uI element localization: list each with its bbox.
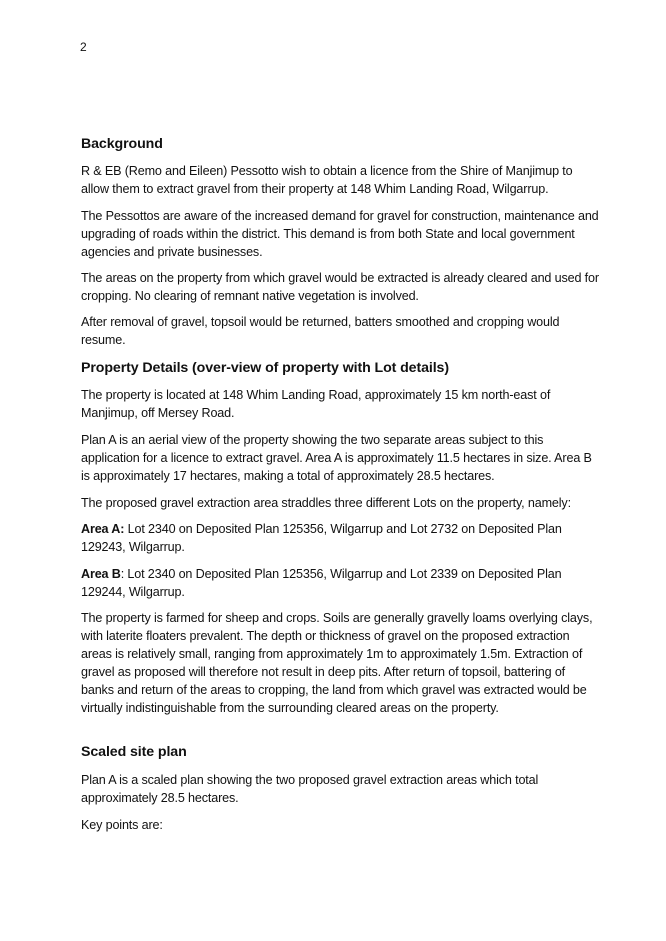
paragraph: After removal of gravel, topsoil would be returned, batters smoothed and cropping would resume. [81,315,560,347]
section-heading-background: Background [81,136,163,152]
paragraph: Plan A is a scaled plan showing the two proposed gravel extraction areas which total approximately 28.5 hectares. [81,773,539,805]
page-number: 2 [80,40,87,54]
paragraph: The property is located at 148 Whim Landing Road, approximately 15 km north-east of Manjimup, off Mersey Road. [81,388,551,420]
paragraph: Plan A is an aerial view of the property showing the two separate areas subject to this application for a licence to extract gravel. Area A is approximately 11.5 hectares in size. Area B is approximately 17 hectares, making a total of approximately 28.5 hectares. [81,433,592,483]
area-b-text: : Lot 2340 on Deposited Plan 125356, Wilgarrup and Lot 2339 on Deposited Plan 129244, Wilgarrup. [81,567,562,599]
paragraph: The proposed gravel extraction area straddles three different Lots on the property, namely: [81,496,571,510]
paragraph: The property is farmed for sheep and crops. Soils are generally gravelly loams overlying clays, with laterite floaters prevalent. The depth or thickness of gravel on the proposed extraction areas is relatively small, ranging from approximately 1m to approximately 1.5m. Extraction of gravel as proposed will therefore not result in deep pits. After return of topsoil, battering of banks and return of the areas to cropping, the land from which gravel was extracted would be virtually indistinguishable from the surrounding cleared areas on the property. [81,611,593,715]
area-b-lots [81,565,601,601]
area-a-text: Lot 2340 on Deposited Plan 125356, Wilgarrup and Lot 2732 on Deposited Plan 129243, Wilgarrup. [81,522,562,554]
paragraph: The areas on the property from which gravel would be extracted is already cleared and used for cropping. No clearing of remnant native vegetation is involved. [81,271,599,303]
area-a-lots [81,520,601,556]
paragraph: Key points are: [81,818,163,832]
area-a-label: Area A: [81,522,125,536]
section-heading-property-details: Property Details (over-view of property with Lot details) [81,360,449,376]
area-b-label: Area B [81,567,121,581]
paragraph: R & EB (Remo and Eileen) Pessotto wish to obtain a licence from the Shire of Manjimup to allow them to extract gravel from their property at 148 Whim Landing Road, Wilgarrup. [81,164,573,196]
paragraph: The Pessottos are aware of the increased demand for gravel for construction, maintenance and upgrading of roads within the district. This demand is from both State and local government agencies and private businesses. [81,209,599,259]
section-heading-scaled-site-plan: Scaled site plan [81,744,187,760]
